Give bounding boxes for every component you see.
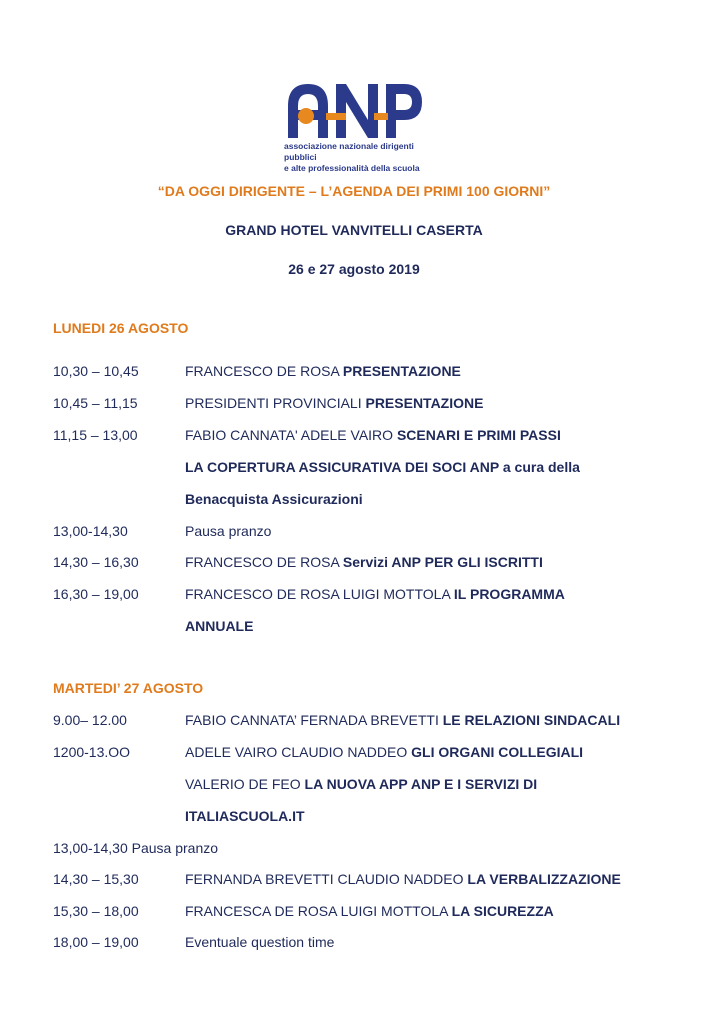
agenda-topic: IL PROGRAMMA (453, 586, 565, 602)
agenda-time: 16,30 – 19,00 (53, 586, 139, 602)
agenda-topic: LA VERBALIZZAZIONE (467, 871, 621, 887)
anp-logo-mark (286, 80, 426, 142)
agenda-speaker: Eventuale question time (185, 934, 335, 950)
logo-caption-line2: e alte professionalità della scuola (284, 163, 420, 173)
agenda-topic: ITALIASCUOLA.IT (185, 808, 305, 824)
agenda-topic: GLI ORGANI COLLEGIALI (411, 744, 584, 760)
agenda-time: 9.00– 12.00 (53, 712, 127, 728)
agenda-time: 18,00 – 19,00 (53, 934, 139, 950)
agenda-speaker: FRANCESCO DE ROSA (185, 363, 343, 379)
agenda-speaker: PRESIDENTI PROVINCIALI (185, 395, 366, 411)
agenda-topic: LA COPERTURA ASSICURATIVA DEI SOCI ANP a cura della (185, 459, 580, 475)
agenda-time: 1200-13.OO (53, 744, 131, 760)
agenda-topic: Servizi ANP PER GLI ISCRITTI (342, 554, 543, 570)
agenda-speaker: FABIO CANNATA’ FERNADA BREVETTI (185, 712, 443, 728)
event-venue: GRAND HOTEL VANVITELLI CASERTA (225, 222, 483, 238)
agenda-time: 14,30 – 16,30 (53, 554, 139, 570)
agenda-time: 11,15 – 13,00 (53, 427, 138, 443)
agenda-time: 10,30 – 10,45 (53, 363, 139, 379)
agenda-time: 14,30 – 15,30 (53, 871, 139, 887)
agenda-speaker: FABIO CANNATA' ADELE VAIRO (185, 427, 397, 443)
logo-caption-line1: associazione nazionale dirigenti pubblici (284, 141, 414, 162)
day2-heading: MARTEDI’ 27 AGOSTO (53, 680, 204, 696)
agenda-topic: LA SICUREZZA (451, 903, 554, 919)
agenda-speaker: ADELE VAIRO CLAUDIO NADDEO (185, 744, 412, 760)
agenda-topic: ANNUALE (185, 618, 254, 634)
agenda-topic: SCENARI E PRIMI PASSI (396, 427, 561, 443)
day1-heading: LUNEDI 26 AGOSTO (53, 320, 189, 336)
agenda-speaker: FRANCESCO DE ROSA LUIGI MOTTOLA (185, 586, 454, 602)
event-date: 26 e 27 agosto 2019 (288, 261, 420, 277)
agenda-speaker: FERNANDA BREVETTI CLAUDIO NADDEO (185, 871, 468, 887)
agenda-time: 15,30 – 18,00 (53, 903, 139, 919)
agenda-topic: Benacquista Assicurazioni (185, 491, 363, 507)
agenda-topic: LA NUOVA APP ANP E I SERVIZI DI (304, 776, 538, 792)
agenda-speaker: FRANCESCA DE ROSA LUIGI MOTTOLA (185, 903, 452, 919)
agenda-speaker: FRANCESCO DE ROSA (185, 554, 343, 570)
agenda-speaker: Pausa pranzo (185, 523, 272, 539)
agenda-speaker: VALERIO DE FEO (185, 776, 305, 792)
agenda-time: 13,00-14,30 Pausa pranzo (53, 840, 219, 856)
agenda-topic: PRESENTAZIONE (342, 363, 461, 379)
agenda-topic: LE RELAZIONI SINDACALI (442, 712, 621, 728)
agenda-time: 10,45 – 11,15 (53, 395, 138, 411)
agenda-time: 13,00-14,30 (53, 523, 128, 539)
logo-caption (284, 141, 444, 174)
event-title: “DA OGGI DIRIGENTE – L’AGENDA DEI PRIMI 100 GIORNI” (157, 183, 551, 199)
agenda-topic: PRESENTAZIONE (365, 395, 484, 411)
